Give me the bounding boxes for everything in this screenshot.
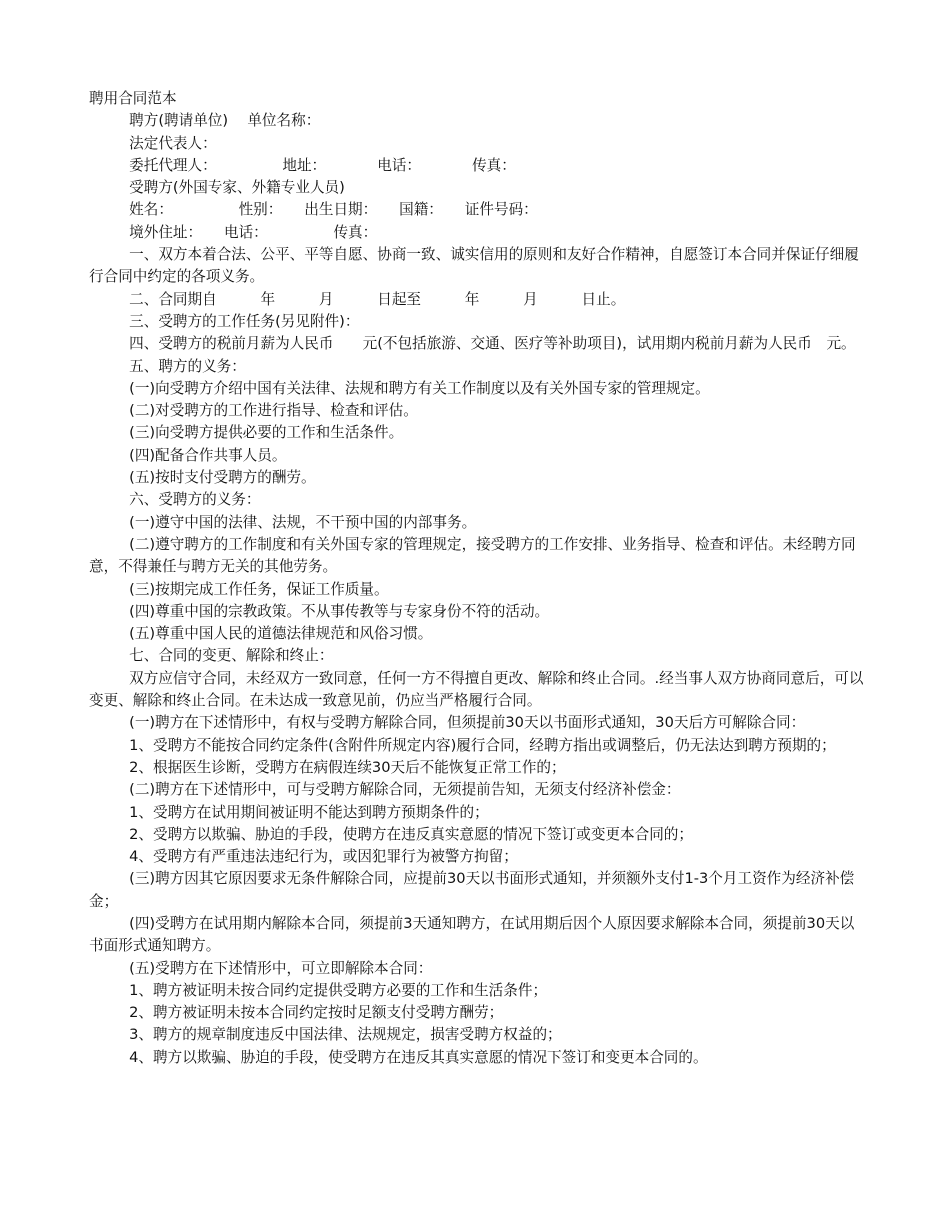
clause-5-item: (五)按时支付受聘方的酬劳。 <box>129 469 316 487</box>
clause-7-heading: 七、合同的变更、解除和终止： <box>129 647 334 665</box>
clause-6-item: (五)尊重中国人民的道德法律规范和风俗习惯。 <box>129 625 433 643</box>
employee-info-line: 姓名： 性别： 出生日期： 国籍： 证件号码： <box>129 201 538 219</box>
clause-7-subitem: 2、受聘方以欺骗、胁迫的手段，使聘方在违反真实意愿的情况下签订或变更本合同的； <box>129 825 693 843</box>
clause-7-subitem: 1、受聘方不能按合同约定条件(含附件所规定内容)履行合同，经聘方指出或调整后，仍无法达到聘方预期的； <box>129 736 836 754</box>
clause-7-item: (二)聘方在下述情形中，可与受聘方解除合同，无须提前告知，无须支付经济补偿金： <box>129 781 681 799</box>
clause-7-subitem: 2、根据医生诊断，受聘方在病假连续30天后不能恢复正常工作的； <box>129 758 566 776</box>
employee-heading: 受聘方(外国专家、外籍专业人员) <box>129 179 345 197</box>
clause-7-subitem: 1、受聘方在试用期间被证明不能达到聘方预期条件的； <box>129 803 489 821</box>
clause-1: 一、双方本着合法、公平、平等自愿、协商一致、诚实信用的原则和友好合作精神，自愿签订本合同并保证仔细履行合同中约定的各项义务。 <box>89 246 859 286</box>
clause-7-intro: 双方应信守合同，未经双方一致同意，任何一方不得擅自更改、解除和终止合同。.经当事人双方协商同意后，可以变更、解除和终止合同。在未达成一致意见前，仍应当严格履行合同。 <box>89 669 864 710</box>
agent-line: 委托代理人： 地址： 电话： 传真： <box>129 156 516 174</box>
clause-7-subitem: 4、聘方以欺骗、胁迫的手段，使受聘方在违反其真实意愿的情况下签订和变更本合同的。 <box>129 1048 708 1066</box>
clause-6-item: (四)尊重中国的宗教政策。不从事传教等与专家身份不符的活动。 <box>129 602 550 620</box>
clause-7-subitem: 2、聘方被证明未按本合同约定按时足额支付受聘方酬劳； <box>129 1004 504 1022</box>
clause-6-item: (二)遵守聘方的工作制度和有关外国专家的管理规定，接受聘方的工作安排、业务指导、检查和评估。未经聘方同意，不得兼任与聘方无关的其他劳务。 <box>89 535 856 576</box>
clause-7-subitem: 4、受聘方有严重违法违纪行为，或因犯罪行为被警方拘留； <box>129 848 518 866</box>
document-page <box>89 88 864 1069</box>
clause-7-item: (一)聘方在下述情形中，有权与受聘方解除合同，但须提前30天以书面形式通知，30天后方可解除合同： <box>129 714 806 732</box>
clause-7-subitem: 1、聘方被证明未按合同约定提供受聘方必要的工作和生活条件； <box>129 981 548 999</box>
clause-5-item: (一)向受聘方介绍中国有关法律、法规和聘方有关工作制度以及有关外国专家的管理规定。 <box>129 379 710 397</box>
legal-representative-line: 法定代表人： <box>129 134 217 152</box>
clause-7-item: (五)受聘方在下述情形中，可立即解除本合同： <box>129 959 433 977</box>
clause-5-item: (三)向受聘方提供必要的工作和生活条件。 <box>129 424 404 442</box>
clause-6-item: (一)遵守中国的法律、法规，不干预中国的内部事务。 <box>129 513 477 531</box>
clause-5-item: (四)配备合作共事人员。 <box>129 446 287 464</box>
document-title: 聘用合同范本 <box>89 90 177 107</box>
clause-7-subitem: 3、聘方的规章制度违反中国法律、法规规定，损害受聘方权益的； <box>129 1026 562 1044</box>
overseas-address-line: 境外住址： 电话： 传真： <box>129 223 378 241</box>
clause-4: 四、受聘方的税前月薪为人民币 元(不包括旅游、交通、医疗等补助项目)，试用期内税前月薪为人民币 元。 <box>129 335 856 353</box>
clause-5-heading: 五、聘方的义务： <box>129 357 246 375</box>
clause-7-item: (四)受聘方在试用期内解除本合同，须提前3天通知聘方，在试用期后因个人原因要求解除本合同，须提前30天以书面形式通知聘方。 <box>89 914 855 955</box>
clause-5-item: (二)对受聘方的工作进行指导、检查和评估。 <box>129 402 418 420</box>
clause-6-item: (三)按期完成工作任务，保证工作质量。 <box>129 580 389 598</box>
clause-7-item: (三)聘方因其它原因要求无条件解除合同，应提前30天以书面形式通知，并须额外支付1-3个月工资作为经济补偿金； <box>89 870 855 910</box>
clause-6-heading: 六、受聘方的义务： <box>129 491 261 509</box>
employer-line: 聘方(聘请单位) 单位名称： <box>129 112 321 130</box>
clause-3: 三、受聘方的工作任务(另见附件)： <box>129 312 360 330</box>
clause-2: 二、合同期自 年 月 日起至 年 月 日止。 <box>129 290 626 308</box>
